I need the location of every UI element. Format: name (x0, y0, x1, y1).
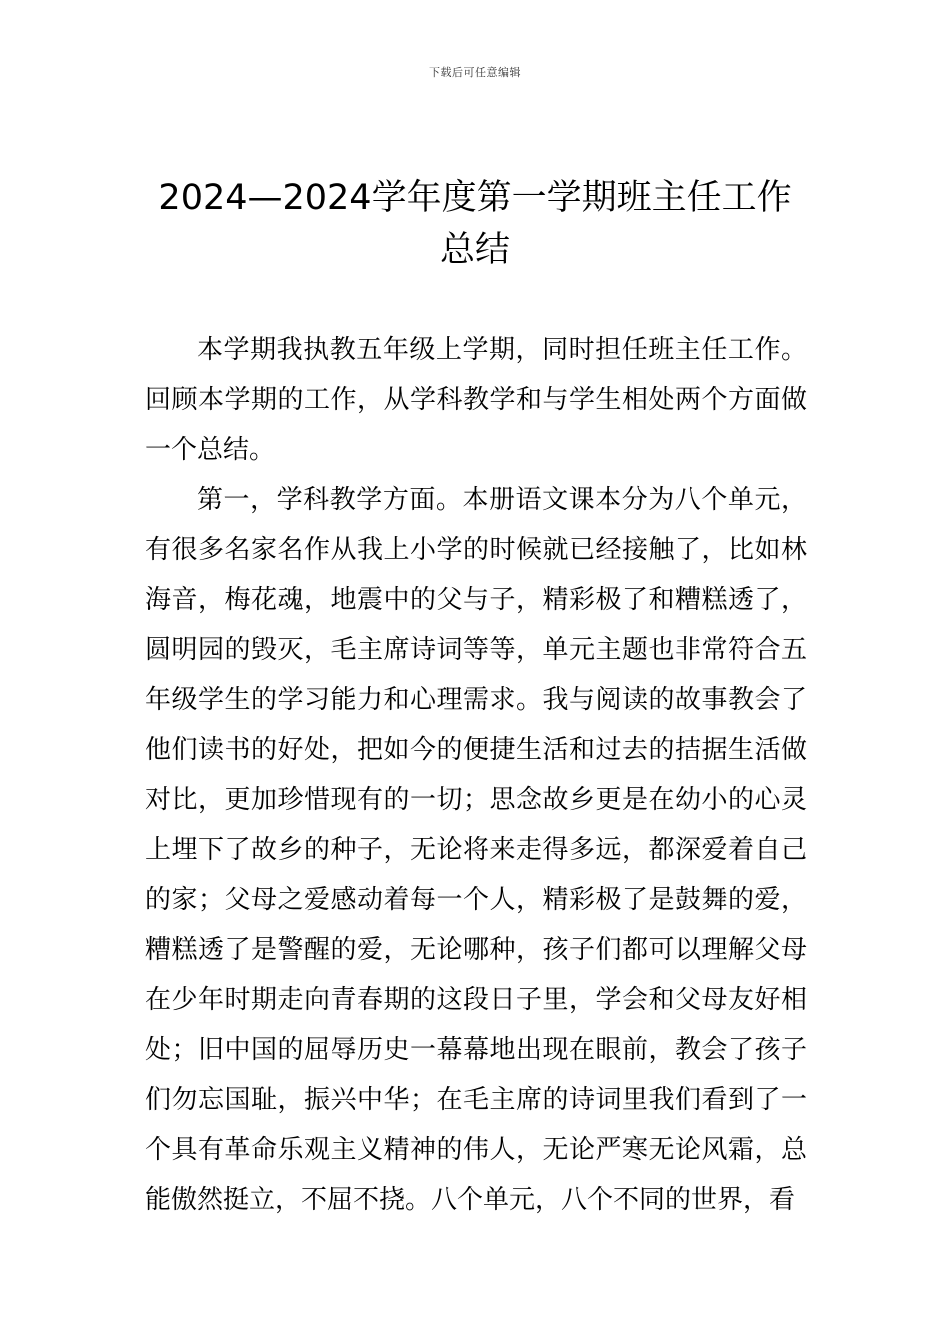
paragraph-intro: 本学期我执教五年级上学期，同时担任班主任工作。回顾本学期的工作，从学科教学和与学生相处两个方面做一个总结。 (145, 335, 807, 465)
document-body (145, 325, 807, 1225)
document-title: 2024—2024学年度第一学期班主任工作总结 (158, 178, 792, 270)
paragraph-teaching: 第一，学科教学方面。本册语文课本分为八个单元，有很多名家名作从我上小学的时候就已经接触了，比如林海音，梅花魂，地震中的父与子，精彩极了和糟糕透了，圆明园的毁灭，毛主席诗词等等，单元主题也非常符合五年级学生的学习能力和心理需求。我与阅读的故事教会了他们读书的好处，把如今的便捷生活和过去的拮据生活做对比，更加珍惜现有的一切；思念故乡更是在幼小的心灵上埋下了故乡的种子，无论将来走得多远，都深爱着自己的家；父母之爱感动着每一个人，精彩极了是鼓舞的爱，糟糕透了是警醒的爱，无论哪种，孩子们都可以理解父母在少年时期走向青春期的这段日子里，学会和父母友好相处；旧中国的屈辱历史一幕幕地出现在眼前，教会了孩子们勿忘国耻，振兴中华；在毛主席的诗词里我们看到了一个具有革命乐观主义精神的伟人，无论严寒无论风霜，总能傲然挺立，不屈不挠。八个单元，八个不同的世界，看 (145, 485, 807, 1215)
page-header-note: 下载后可任意编辑 (429, 66, 521, 79)
